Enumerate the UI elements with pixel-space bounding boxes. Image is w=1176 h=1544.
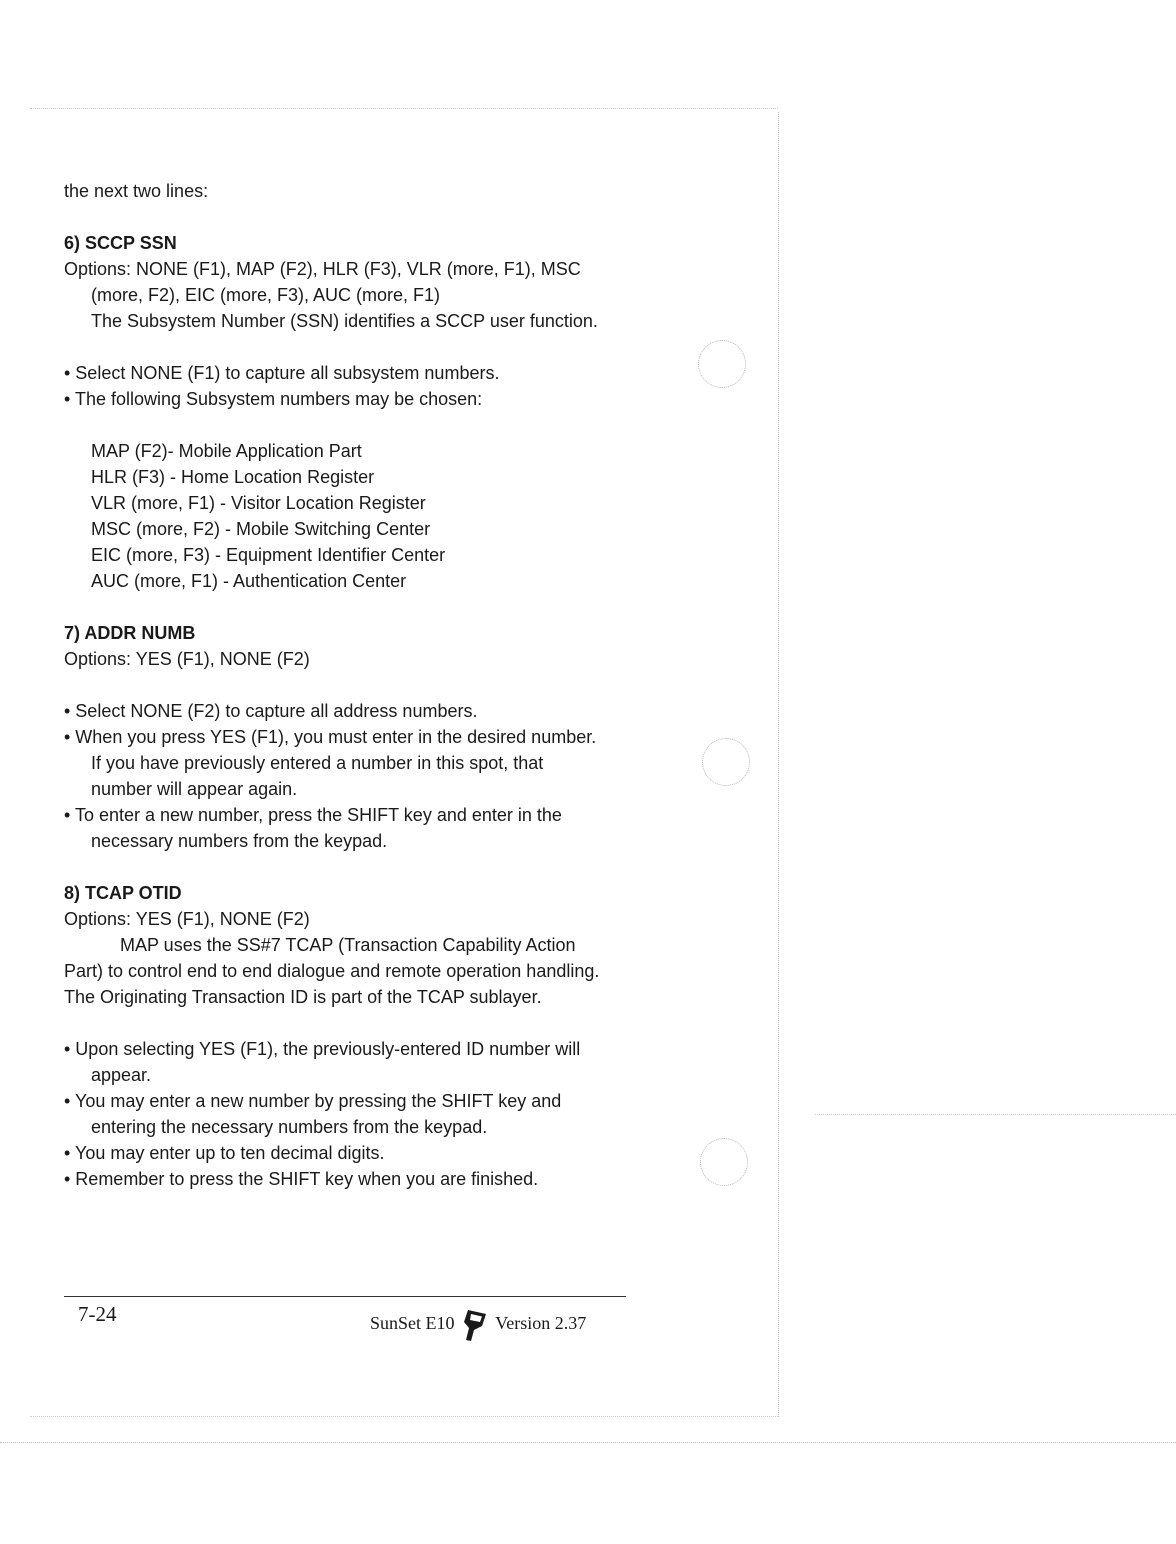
subsystem-list-item: MAP (F2)- Mobile Application Part [91,441,362,461]
bullet-item: • You may enter up to ten decimal digits. [64,1143,385,1163]
subsystem-list-item: HLR (F3) - Home Location Register [91,467,375,487]
footer-rule [64,1296,626,1297]
page-edge-bottom [30,1416,778,1417]
bullet-item-cont: number will appear again. [91,779,298,799]
bullet-item: • The following Subsystem numbers may be chosen: [64,389,483,409]
binder-hole-icon [698,340,746,388]
section-heading-sccp-ssn: 6) SCCP SSN [64,233,177,253]
options-line: Options: YES (F1), NONE (F2) [64,909,310,929]
paragraph-line: Part) to control end to end dialogue and remote operation handling. [64,961,600,981]
subsystem-list-item: VLR (more, F1) - Visitor Location Register [91,493,426,513]
binder-hole-icon [700,1138,748,1186]
bullet-item: • You may enter a new number by pressing the SHIFT key and [64,1091,562,1111]
bullet-item: • Upon selecting YES (F1), the previously-entered ID number will [64,1039,581,1059]
section-description: The Subsystem Number (SSN) identifies a SCCP user function. [91,311,598,331]
subsystem-list-item: EIC (more, F3) - Equipment Identifier Center [91,545,446,565]
subsystem-list-item: MSC (more, F2) - Mobile Switching Center [91,519,431,539]
subsystem-list-item: AUC (more, F1) - Authentication Center [91,571,407,591]
bullet-item: • When you press YES (F1), you must enter in the desired number. [64,727,597,747]
paragraph-line: MAP uses the SS#7 TCAP (Transaction Capability Action [120,935,576,955]
section-heading-tcap-otid: 8) TCAP OTID [64,883,182,903]
bullet-item: • Remember to press the SHIFT key when you are finished. [64,1169,539,1189]
bullet-item: • To enter a new number, press the SHIFT key and enter in the [64,805,562,825]
options-line: Options: YES (F1), NONE (F2) [64,649,310,669]
bullet-item-cont: If you have previously entered a number in this spot, that [91,753,544,773]
footer-product [370,1308,586,1342]
page-body [64,178,626,1192]
page-edge-top [30,108,778,109]
bullet-item-cont: entering the necessary numbers from the keypad. [91,1117,488,1137]
page-number: 7-24 [78,1302,117,1326]
section-heading-addr-numb: 7) ADDR NUMB [64,623,196,643]
paragraph-line: The Originating Transaction ID is part of the TCAP sublayer. [64,987,542,1007]
bullet-item-cont: necessary numbers from the keypad. [91,831,388,851]
options-line: Options: NONE (F1), MAP (F2), HLR (F3), VLR (more, F1), MSC [64,259,581,279]
intro-line: the next two lines: [64,181,209,201]
version-label: Version 2.37 [495,1313,587,1334]
handheld-tester-icon [462,1308,488,1342]
scan-line [815,1114,1176,1115]
bullet-item: • Select NONE (F1) to capture all subsystem numbers. [64,363,500,383]
bullet-item: • Select NONE (F2) to capture all address numbers. [64,701,478,721]
scan-line [0,1442,1176,1443]
page-edge-right [778,112,779,1417]
binder-hole-icon [702,738,750,786]
options-line-cont: (more, F2), EIC (more, F3), AUC (more, F1) [91,285,441,305]
product-name: SunSet E10 [370,1313,455,1334]
bullet-item-cont: appear. [91,1065,152,1085]
